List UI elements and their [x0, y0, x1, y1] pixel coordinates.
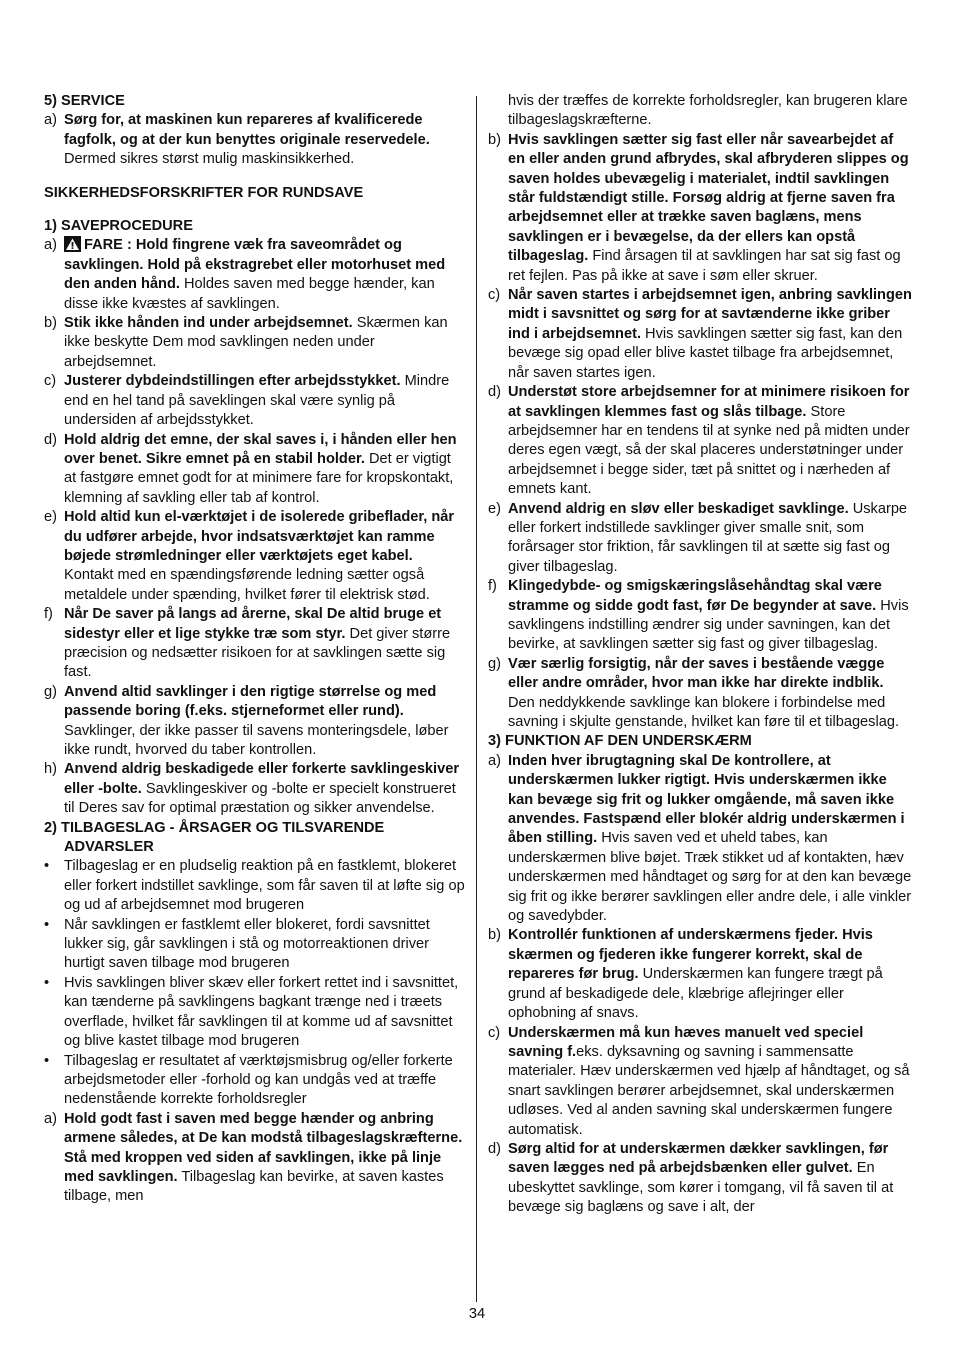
saveprocedure-item-c	[44, 372, 466, 430]
item-label: a)	[44, 237, 57, 254]
bullet-symbol: •	[44, 916, 50, 933]
item-bold: Inden hver ibrugtagning skal De kontrollere, at underskærmen lukker rigtigt. Hvis underskærmen ikke kan bevæge sig frit og lukker omgående, må saven ikke anvendes. Fastspænd eller blokér aldrig underskærmen i åben stilling.	[508, 752, 905, 847]
item-text: Hvis savklingens indstilling ændrer sig under savningen, kan det bevirke, at savklingen sætter sig fast og giver tilbageslag.	[508, 597, 909, 653]
item-label: c)	[44, 373, 57, 390]
item-bold: Hold godt fast i saven med begge hænder og anbring armene således, at De kan modstå tilbageslagskræfterne. Stå med kroppen ved siden af savklingen, ikke på linje med savklingen.	[64, 1110, 463, 1185]
continuation-text	[488, 92, 912, 131]
tilbageslag-heading	[44, 819, 466, 858]
item-text: Holdes saven med begge hænder, kan disse ikke kvæstes af savklingen.	[64, 276, 435, 312]
bullet-text: Hvis savklingen bliver skæv eller forkert rettet ind i savsnittet, kan tænderne på savklingens bagkant trænge ned i træets overflade, hvilket får savklingen til at komme ud af savsnittet og blive kastet tilbage mod brugeren	[64, 974, 459, 1050]
item-label: d)	[488, 384, 501, 401]
saveprocedure-item-a	[44, 236, 466, 314]
item-bold: Hold aldrig det emne, der skal saves i, i hånden eller hen over benet. Sikre emnet på en stabil holder.	[64, 431, 457, 467]
service-heading: 5) SERVICE	[44, 93, 125, 109]
item-text: Det giver større præcision og nedsætter risikoen for at savklingen sætte sig fast.	[64, 625, 451, 681]
bullet-symbol: •	[44, 974, 50, 991]
item-text: Det er vigtigt at fastgøre emnet godt for at minimere fare for kropskontakt, klemning af savkling eller tab af kontrol.	[64, 450, 454, 506]
item-label: g)	[44, 683, 57, 700]
bullet-text: Tilbageslag er resultatet af værktøjsmisbrug og/eller forkerte arbejdsmetoder eller -forhold og kan undgås ved at træffe nedenstående korrekte forholdsregler	[64, 1052, 453, 1108]
item-label: e)	[488, 500, 501, 517]
item-text: Find årsagen til at savklingen har sat sig fast og ret fejlen. Pas på ikke at save i søm eller skruer.	[508, 248, 901, 284]
item-bold: Anvend altid savklinger i den rigtige størrelse og med passende boring (f.eks. stjerneformet eller rund).	[64, 683, 437, 720]
bullet-item	[44, 857, 466, 915]
continuation-text-body: hvis der træffes de korrekte forholdsregler, kan brugeren klare tilbageslagskræfterne.	[508, 93, 908, 129]
underskaerm-item-c	[488, 1024, 912, 1140]
saveprocedure-item-e	[44, 508, 466, 605]
item-text: Tilbageslag kan bevirke, at saven kastes tilbage, men	[64, 1168, 444, 1205]
underskaerm-item-a	[488, 752, 912, 927]
tilbageslag-item-g	[488, 655, 912, 733]
tilbageslag-item-f	[488, 577, 912, 655]
item-bold: Understøt store arbejdsemner for at minimere risikoen for at savklingen klemmes fast og slås tilbage.	[508, 384, 910, 420]
bullet-text: Tilbageslag er en pludselig reaktion på en fastklemt, blokeret eller forkert indstillet savklinge, som får saven til at løfte sig op og ud af arbejdsemnet mod brugeren	[64, 858, 465, 914]
item-text: Store arbejdsemner har en tendens til at synke ned på midten under deres egen vægt, så der skal placeres understøtninger under arbejdsemnet i begge sider, tæt på snittet og i nærheden af emnets kant.	[508, 403, 910, 498]
tilbageslag-item-e	[488, 500, 912, 578]
item-text: eks. dyksavning og savning i sammensatte materialer. Hæv underskærmen ved hjælp af håndtaget, og så snart savklingen berører arbejdsemnet, skal underskærmen udløses. Ved al anden savning skal underskærmen fungere automatisk.	[508, 1043, 910, 1138]
item-label: c)	[488, 1024, 501, 1041]
underskaerm-heading: 3) FUNKTION AF DEN UNDERSKÆRM	[488, 733, 752, 750]
page-number: 34	[468, 1306, 486, 1322]
right-column	[488, 92, 912, 1218]
item-bold: Kontrollér funktionen af underskærmens fjeder. Hvis skærmen og fjederen ikke fungerer korrekt, skal de repareres før brug.	[508, 927, 873, 983]
item-label: f)	[44, 606, 53, 623]
bullet-text: Når savklingen er fastklemt eller blokeret, fordi savsnittet lukker sig, går savklingen i stå og motorreaktionen driver hurtigt saven tilbage mod brugeren	[64, 916, 430, 972]
item-text: Savklinger, der ikke passer til savens monteringsdele, løber ikke rundt, hvorved du taber kontrollen.	[64, 722, 449, 758]
item-bold: Underskærmen må kun hæves manuelt ved speciel savning f.	[508, 1024, 864, 1060]
item-text: Hvis savklingen sætter sig fast, kan den bevæge sig opad eller blive kastet tilbage fra arbejdsemnet, når saven startes igen.	[508, 325, 903, 381]
saveprocedure-item-h	[44, 760, 466, 818]
item-label: h)	[44, 761, 57, 778]
saveprocedure-heading: 1) SAVEPROCEDURE	[44, 218, 193, 235]
warning-triangle-icon	[64, 236, 81, 252]
saveprocedure-item-b	[44, 314, 466, 372]
item-bold: Hold altid kun el-værktøjet i de isolerede gribeflader, når du udfører arbejde, hvor indsatsværktøjet kan ramme bøjede strømledninger eller værktøjets eget kabel.	[64, 509, 455, 564]
underskaerm-item-b	[488, 926, 912, 1023]
item-bold: Sørg altid for at underskærmen dækker savklingen, før saven lægges ned på arbejdsbænken eller gulvet.	[508, 1140, 889, 1177]
rundsave-heading: SIKKERHEDSFORSKRIFTER FOR RUNDSAVE	[44, 184, 364, 201]
item-text: Underskærmen kan fungere trægt på grund af beskadigede dele, klæbrige aflejringer eller ophobning af snavs.	[508, 966, 883, 1022]
item-label: b)	[488, 131, 501, 148]
item-label: d)	[44, 431, 57, 448]
underskaerm-item-d	[488, 1140, 912, 1218]
item-bold: FARE : Hold fingrene væk fra saveområdet og savklingen. Hold på ekstragrebet eller motorhuset med den anden hånd.	[64, 237, 446, 293]
bullet-symbol: •	[44, 858, 50, 875]
tilbageslag-item-d	[488, 383, 912, 499]
item-bold: Stik ikke hånden ind under arbejdsemnet.	[64, 315, 353, 332]
saveprocedure-item-g	[44, 683, 466, 761]
item-bold: Når De saver på langs ad årerne, skal De altid bruge et sidestyr eller et lige stykke træ som styr.	[64, 606, 442, 642]
item-bold: Hvis savklingen sætter sig fast eller når savearbejdet af en eller anden grund afbrydes, skal afbryderen slippes og saven holdes ubevægelig i materialet, indtil savklingen står fuldstændigt stille. Forsøg aldrig at fjerne saven fra arbejdsemnet eller at trække saven baglæns, mens savklingen er i bevægelse, da der ellers kan opstå tilbageslag.	[508, 131, 909, 265]
tilbageslag-item-a	[44, 1110, 466, 1207]
column-divider	[476, 96, 477, 1302]
item-label: c)	[488, 287, 501, 304]
tilbageslag-heading-text: 2) TILBAGESLAG - ÅRSAGER OG TILSVARENDE ADVARSLER	[44, 819, 385, 856]
item-bold: Anvend aldrig beskadigede eller forkerte savklingeskiver eller -bolte.	[64, 761, 460, 797]
item-bold: Når saven startes i arbejdsemnet igen, anbring savklingen midt i savsnittet og sørg for at savtænderne ikke griber ind i arbejdsemnet.	[508, 287, 912, 342]
tilbageslag-item-c	[488, 286, 912, 383]
item-bold: Sørg for, at maskinen kun repareres af kvalificerede fagfolk, og at der kun benyttes originale reservedele.	[64, 112, 430, 148]
item-bold: Vær særlig forsigtig, når der saves i bestående vægge eller andre områder, hvor man ikke har direkte indblik.	[508, 655, 885, 692]
item-bold: Anvend aldrig en sløv eller beskadiget savklinge.	[508, 500, 849, 517]
tilbageslag-item-b	[488, 131, 912, 286]
item-text: Skærmen kan ikke beskytte Dem mod savklingen neden under arbejdsemnet.	[64, 315, 448, 370]
bullet-item	[44, 1052, 466, 1110]
item-label: b)	[488, 927, 501, 944]
item-label: f)	[488, 578, 497, 595]
saveprocedure-item-d	[44, 431, 466, 509]
saveprocedure-item-f	[44, 605, 466, 683]
item-bold: Klingedybde- og smigskæringslåsehåndtag skal være stramme og sidde godt fast, før De begynder at save.	[508, 578, 882, 614]
item-text: Uskarpe eller forkert indstillede savklinger giver smalle snit, som forårsager stor friktion, får savklingen til at sætte sig fast og giver tilbageslag.	[508, 500, 908, 575]
service-item-a	[44, 111, 466, 169]
item-label: g)	[488, 655, 501, 672]
item-text: Hvis saven ved et uheld tabes, kan underskærmen blive bøjet. Træk stikket ud af kontakten, hæv underskærmen med håndtaget og sørg for at den kan bevæge sig frit og ikke berører savklingen eller andre dele, i alle vinkler og savedybder.	[508, 830, 912, 925]
item-label: e)	[44, 509, 57, 526]
item-text: Kontakt med en spændingsførende ledning sætter også metaldele under spænding, hvilket fører til elektrisk stød.	[64, 567, 430, 603]
bullet-item	[44, 916, 466, 974]
item-label: a)	[44, 112, 57, 129]
item-label: a)	[488, 752, 501, 769]
bullet-item	[44, 974, 466, 1052]
item-bold: Justerer dybdeindstillingen efter arbejdsstykket.	[64, 373, 401, 390]
bullet-symbol: •	[44, 1052, 50, 1069]
item-text: En ubeskyttet savklinge, som kører i tomgang, vil få saven til at bevæge sig baglæns og save i alt, der	[508, 1160, 894, 1216]
item-label: d)	[488, 1140, 501, 1157]
item-label: b)	[44, 315, 57, 332]
left-column	[44, 92, 466, 1207]
item-label: a)	[44, 1110, 57, 1127]
item-text: Savklingeskiver og -bolte er specielt konstrueret til Deres sav for optimal præstation og sikker anvendelse.	[64, 780, 456, 817]
item-text: Dermed sikres størst mulig maskinsikkerhed.	[64, 151, 355, 168]
item-text: Den neddykkende savklinge kan blokere i forbindelse med savning i skjulte genstande, hvilket kan føre til et tilbageslag.	[508, 694, 900, 730]
item-text: Mindre end en hel tand på saveklingen skal være synlig på undersiden af arbejdsstykket.	[64, 373, 450, 429]
